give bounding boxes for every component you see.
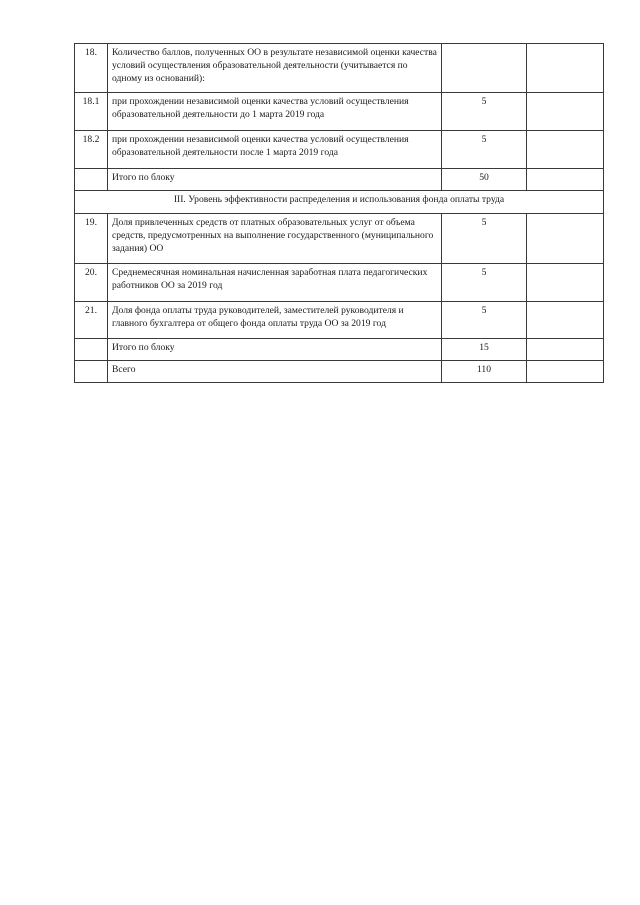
table-row xyxy=(75,214,604,264)
table-row xyxy=(75,131,604,169)
max-score: 5 xyxy=(442,93,527,131)
max-score: 5 xyxy=(442,302,527,339)
table-row xyxy=(75,264,604,302)
subtotal-row xyxy=(75,339,604,361)
total-score: 110 xyxy=(442,361,527,383)
max-score xyxy=(442,44,527,93)
max-score: 5 xyxy=(442,214,527,264)
empty-cell xyxy=(527,214,604,264)
row-number: 18. xyxy=(75,44,108,93)
criterion-text: Количество баллов, полученных ОО в результате независимой оценки качества условий осуществления образовательной деятельности (учитывается по одному из оснований): xyxy=(108,44,442,93)
empty-cell xyxy=(527,93,604,131)
criterion-text: Доля фонда оплаты труда руководителей, заместителей руководителя и главного бухгалтера от общего фонда оплаты труда ОО за 2019 год xyxy=(108,302,442,339)
table-row xyxy=(75,302,604,339)
row-number: 19. xyxy=(75,214,108,264)
empty-cell xyxy=(527,264,604,302)
subtotal-label: Итого по блоку xyxy=(108,169,442,191)
section-title: III. Уровень эффективности распределения и использования фонда оплаты труда xyxy=(75,191,604,214)
row-number xyxy=(75,339,108,361)
section-header-row xyxy=(75,191,604,214)
empty-cell xyxy=(527,131,604,169)
empty-cell xyxy=(527,44,604,93)
subtotal-row xyxy=(75,169,604,191)
table-row xyxy=(75,93,604,131)
row-number: 20. xyxy=(75,264,108,302)
subtotal-score: 50 xyxy=(442,169,527,191)
max-score: 5 xyxy=(442,131,527,169)
criterion-text: при прохождении независимой оценки качества условий осуществления образовательной деятельности после 1 марта 2019 года xyxy=(108,131,442,169)
criterion-text: Доля привлеченных средств от платных образовательных услуг от объема средств, предусмотренных на выполнение государственного (муниципального задания) ОО xyxy=(108,214,442,264)
total-label: Всего xyxy=(108,361,442,383)
max-score: 5 xyxy=(442,264,527,302)
criterion-text: Среднемесячная номинальная начисленная заработная плата педагогических работников ОО за 2019 год xyxy=(108,264,442,302)
criterion-text: при прохождении независимой оценки качества условий осуществления образовательной деятельности до 1 марта 2019 года xyxy=(108,93,442,131)
total-row xyxy=(75,361,604,383)
empty-cell xyxy=(527,169,604,191)
subtotal-label: Итого по блоку xyxy=(108,339,442,361)
criteria-table xyxy=(74,43,604,383)
row-number: 18.1 xyxy=(75,93,108,131)
table-row xyxy=(75,44,604,93)
row-number xyxy=(75,169,108,191)
empty-cell xyxy=(527,361,604,383)
empty-cell xyxy=(527,302,604,339)
row-number: 21. xyxy=(75,302,108,339)
empty-cell xyxy=(527,339,604,361)
subtotal-score: 15 xyxy=(442,339,527,361)
row-number: 18.2 xyxy=(75,131,108,169)
row-number xyxy=(75,361,108,383)
